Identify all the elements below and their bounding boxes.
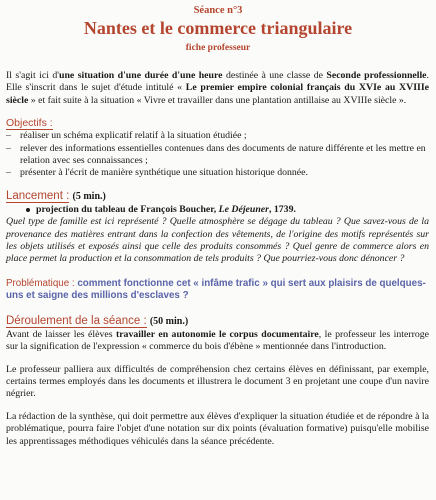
projection-line: [0, 204, 436, 216]
problematique-paragraph: [0, 278, 436, 303]
problematique-label: Problématique :: [6, 277, 75, 289]
deroulement-heading: [0, 314, 436, 329]
objectifs-label: Objectifs :: [6, 117, 53, 130]
lancement-heading: [0, 189, 436, 204]
intro-bold-1: une situation d'une durée d'une heure: [59, 70, 223, 81]
objectifs-heading: [0, 117, 436, 130]
deroulement-text-1: Avant de laisser les élèves: [6, 328, 116, 340]
intro-text-2: destinée à une classe de: [222, 70, 327, 81]
objectif-item: – relever des informations essentielles contenues dans des documents de nature différente et les mettre en relation avec ses connaissances ;: [6, 143, 429, 168]
objectifs-list: [0, 130, 436, 180]
intro-text-4: » et fait suite à la situation « Vivre et travailler dans une plantation antillaise au XVIIIe siècle ».: [28, 94, 407, 106]
intro-bold-3: Le premier empire colonial français du XVIe au XVIIIe siècle: [6, 82, 429, 106]
projection-artwork-title: Le Déjeuner: [218, 203, 269, 215]
deroulement-paragraph-3: La rédaction de la synthèse, qui doit permettre aux élèves d'expliquer la situation étudiée et de répondre à la problématique, pourra faire l'objet d'une notation sur dix points (évaluation formative) puisqu'elle mobilise les apprentissages méthodiques véhiculés dans la séance précédente.: [6, 410, 429, 447]
seance-number: Séance n°3: [193, 5, 243, 16]
intro-bold-2: Seconde professionnelle: [326, 70, 427, 81]
projection-date: , 1739.: [268, 203, 296, 215]
objectif-item: – réaliser un schéma explicatif relatif à la situation étudiée ;: [6, 130, 429, 142]
deroulement-paragraph-1: [0, 329, 436, 354]
objectif-item: – présenter à l'écrit de manière synthétique une situation historique donnée.: [6, 167, 429, 179]
intro-paragraph: [0, 70, 436, 107]
deroulement-paragraph-2: Le professeur palliera aux difficultés de compréhension chez certains élèves en définissant, par exemple, certains termes employés dans les documents et illustrera le document 3 en projetant une coupe d'un navire négrier.: [6, 363, 429, 400]
bullet-icon: [26, 208, 30, 212]
deroulement-duration: (50 min.): [149, 315, 189, 327]
page-title: Nantes et le commerce triangulaire: [83, 18, 353, 38]
lancement-questions: Quel type de famille est ici représenté ? Quelle atmosphère se dégage du tableau ? Que savez-vous de la provenance des matières entrant dans la confection des vêtements, de l'origine des motifs représentés sur les objets utilisés et exposés ainsi que celle des produits consommés ? Quel genre de commerce alors en place permet la production et la consommation de tels produits ? Que pourriez-vous donc dénoncer ?: [6, 216, 429, 265]
lancement-label: Lancement :: [6, 189, 70, 202]
intro-text-1: Il s'agit ici d': [6, 70, 60, 81]
deroulement-text-2: , le professeur les interroge sur la signification de l'expression « commerce du bois d'ébène » mentionnée dans l'introduction.: [6, 328, 429, 353]
page-subtitle: fiche professeur: [185, 43, 251, 53]
projection-text: projection du tableau de François Boucher,: [36, 203, 219, 215]
deroulement-bold: travailler en autonomie le corpus documentaire: [115, 328, 319, 340]
intro-text-3: . Elle s'inscrit dans le sujet d'étude intitulé «: [6, 70, 429, 94]
lancement-duration: (5 min.): [72, 190, 106, 202]
problematique-question: comment fonctionne cet « infâme trafic » qui sert aux plaisirs de quelques-uns et saigne des millions d'esclaves ?: [6, 277, 426, 302]
deroulement-label: Déroulement de la séance :: [6, 314, 147, 327]
